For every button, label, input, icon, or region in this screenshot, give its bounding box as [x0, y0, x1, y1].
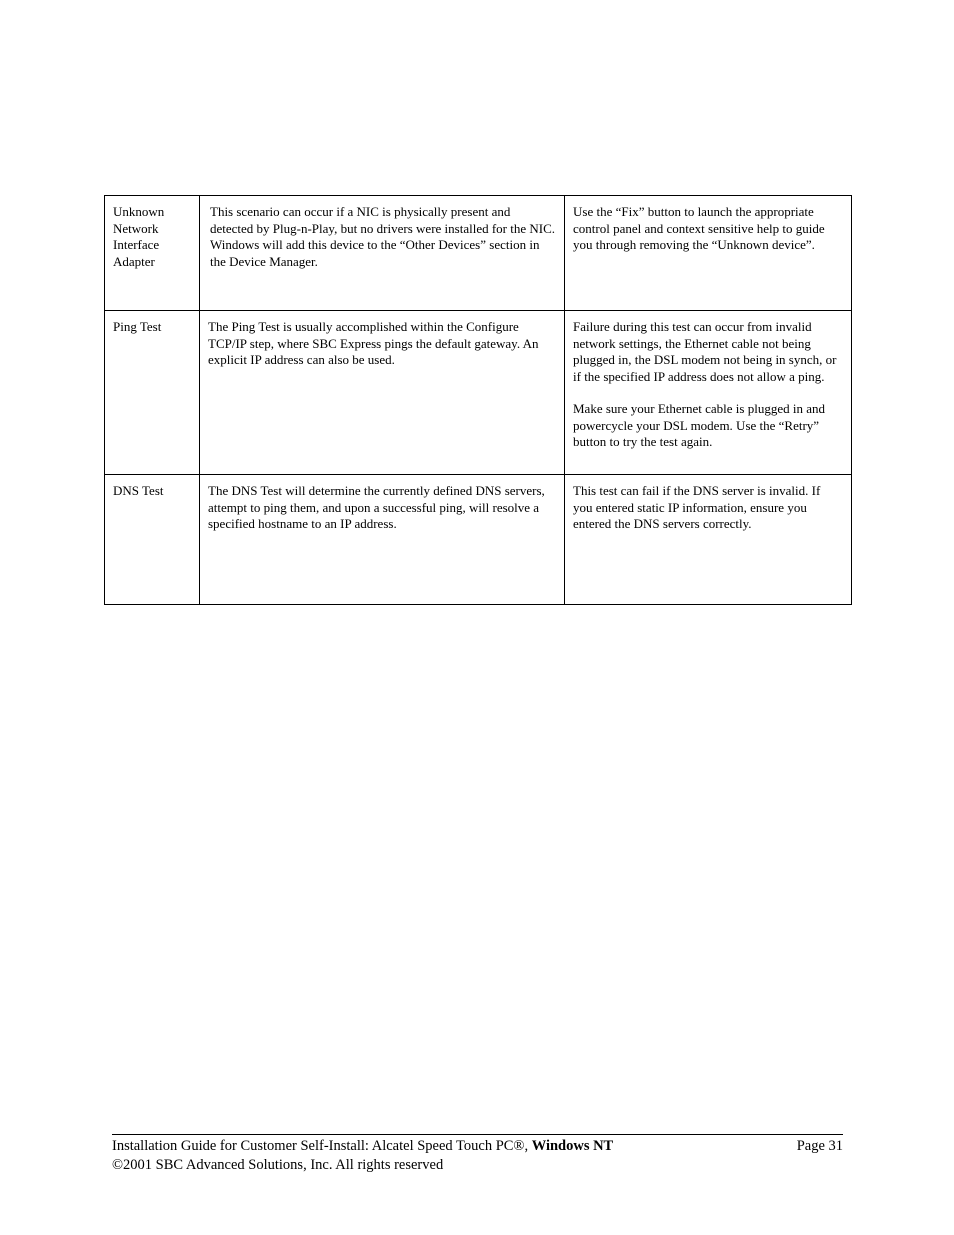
guide-title-text: Installation Guide for Customer Self-Install: Alcatel Speed Touch PC®,	[112, 1138, 532, 1154]
table-row	[105, 475, 852, 605]
resolution-cell	[565, 196, 852, 311]
test-name-cell: Unknown Network Interface Adapter	[105, 196, 200, 311]
table-row	[105, 311, 852, 475]
os-name: Windows NT	[531, 1138, 614, 1154]
troubleshooting-table	[104, 195, 852, 605]
page-footer	[112, 1134, 843, 1175]
footer-guide-title	[112, 1137, 613, 1156]
resolution-paragraph: This test can fail if the DNS server is invalid. If you entered static IP information, ensure you entered the DNS servers correctly.	[573, 483, 821, 531]
description-cell: The Ping Test is usually accomplished within the Configure TCP/IP step, where SBC Express pings the default gateway. An explicit IP address can also be used.	[200, 311, 565, 475]
copyright-notice: ©2001 SBC Advanced Solutions, Inc. All rights reserved	[112, 1157, 444, 1173]
resolution-paragraph: Use the “Fix” button to launch the appropriate control panel and context sensitive help to guide you through removing the “Unknown device”.	[573, 204, 825, 252]
test-name-cell: DNS Test	[105, 475, 200, 605]
test-name-cell: Ping Test	[105, 311, 200, 475]
description-cell: The DNS Test will determine the currently defined DNS servers, attempt to ping them, and upon a successful ping, will resolve a specified hostname to an IP address.	[200, 475, 565, 605]
resolution-cell	[565, 311, 852, 475]
page-number: Page 31	[796, 1138, 843, 1154]
description-cell: This scenario can occur if a NIC is physically present and detected by Plug-n-Play, but no drivers were installed for the NIC. Windows will add this device to the “Other Devices” section in the Device Manager.	[200, 196, 565, 311]
table-row	[105, 196, 852, 311]
resolution-cell	[565, 475, 852, 605]
resolution-paragraph: Make sure your Ethernet cable is plugged in and powercycle your DSL modem. Use the “Retry” button to try the test again.	[573, 401, 825, 449]
footer-title-row	[112, 1137, 843, 1156]
resolution-paragraph: Failure during this test can occur from invalid network settings, the Ethernet cable not being plugged in, the DSL modem not being in synch, or if the specified IP address does not allow a ping.	[573, 319, 837, 384]
